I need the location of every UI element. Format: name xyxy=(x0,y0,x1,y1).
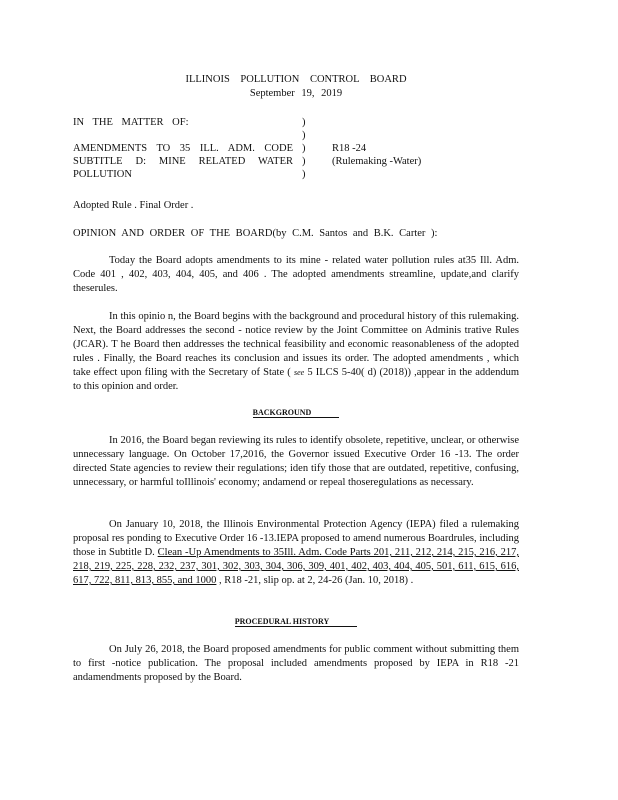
caption-matter: IN THE MATTER OF: xyxy=(73,117,189,128)
opinion-line: OPINION AND ORDER OF THE BOARD(by C.M. Santos and B.K. Carter ): xyxy=(73,228,438,239)
paragraph-text: In this opinio n, the Board begins with the background and procedural history of this rulemaking. Next, the Board addresses the second - notice review by the Joint Committee on Adminis trative Rules (JCAR). T he Board then addresses the technical feasibility and economic reasonableness of the adopted rules . Finally, the Board reaches its conclusion and issues its order. The adopted amendments , which take effect upon filing with the Secretary of State ( xyxy=(73,311,519,378)
caption-paren: ) xyxy=(302,130,306,141)
paragraph-text: 5 ILCS 5-40( d) (2018)) ,appear in the addendum to this opinion and order. xyxy=(73,367,519,392)
heading-background: BACKGROUND xyxy=(73,408,519,417)
adopted-rule-line: Adopted Rule . Final Order . xyxy=(73,200,194,211)
paragraph-overview xyxy=(73,310,519,394)
caption-title: AMENDMENTS TO 35 ILL. ADM. CODE SUBTITLE D: MINE RELATED WATER POLLUTION xyxy=(73,143,293,180)
rulemaking-type: (Rulemaking -Water) xyxy=(332,156,422,167)
caption-paren: ) xyxy=(302,117,306,128)
citation-title: Clean -Up Amendments to 35Ill. Adm. Code Parts 201, 211, 212, 214, 215, 216, 217, 218, 219, 225, 228, 232, 237, 301, 302, 303, 304, 306, 309, 401, 402, 403, 404, 405, 501, 611, 615, 616, 617, 722, 811, 813, 855, and 1000 xyxy=(73,547,519,586)
paragraph-iepa xyxy=(73,518,519,588)
paragraph-intro: Today the Board adopts amendments to its mine - related water pollution rules at35 Ill. Adm. Code 401 , 402, 403, 404, 405, and 406 . The adopted amendments streamline, update,and clarify theserules. xyxy=(73,255,519,294)
caption-paren: ) xyxy=(302,156,306,167)
caption-paren: ) xyxy=(302,169,306,180)
board-name: ILLINOIS POLLUTION CONTROL BOARD xyxy=(185,74,407,85)
paragraph-background: In 2016, the Board began reviewing its rules to identify obsolete, repetitive, unclear, or otherwise unnecessary language. On October 17,2016, the Governor issued Executive Order 16 -13. The order directed State agencies to review their regulations; iden tify those that are outdated, repetitive, confusing, unnecessary, or harmful toIllinois' economy; andamend or repeal thoseregulations as necessary. xyxy=(73,435,519,488)
case-caption xyxy=(73,116,519,186)
docket-number: R18 -24 xyxy=(332,143,367,154)
paragraph-procedural: On July 26, 2018, the Board proposed amendments for public comment without submitting them to first -notice publication. The proposal included amendments proposed by IEPA in R18 -21 andamendments proposed by the Board. xyxy=(73,644,519,683)
paragraph-text: , R18 -21, slip op. at 2, 24-26 (Jan. 10, 2018) . xyxy=(219,575,414,586)
caption-paren: ) xyxy=(302,143,306,154)
heading-procedural-history: PROCEDURAL HISTORY xyxy=(73,617,519,626)
document-date: September 19, 2019 xyxy=(249,88,343,99)
see-signal: see xyxy=(293,368,305,377)
paragraph-text: On January 10, 2018, the Illinois Environmental Protection Agency (IEPA) filed a rulemaking proposal res ponding to Executive Order 16 -13.IEPA proposed to amend numerous Boardrules, including those in Subtitle D. xyxy=(73,519,519,558)
